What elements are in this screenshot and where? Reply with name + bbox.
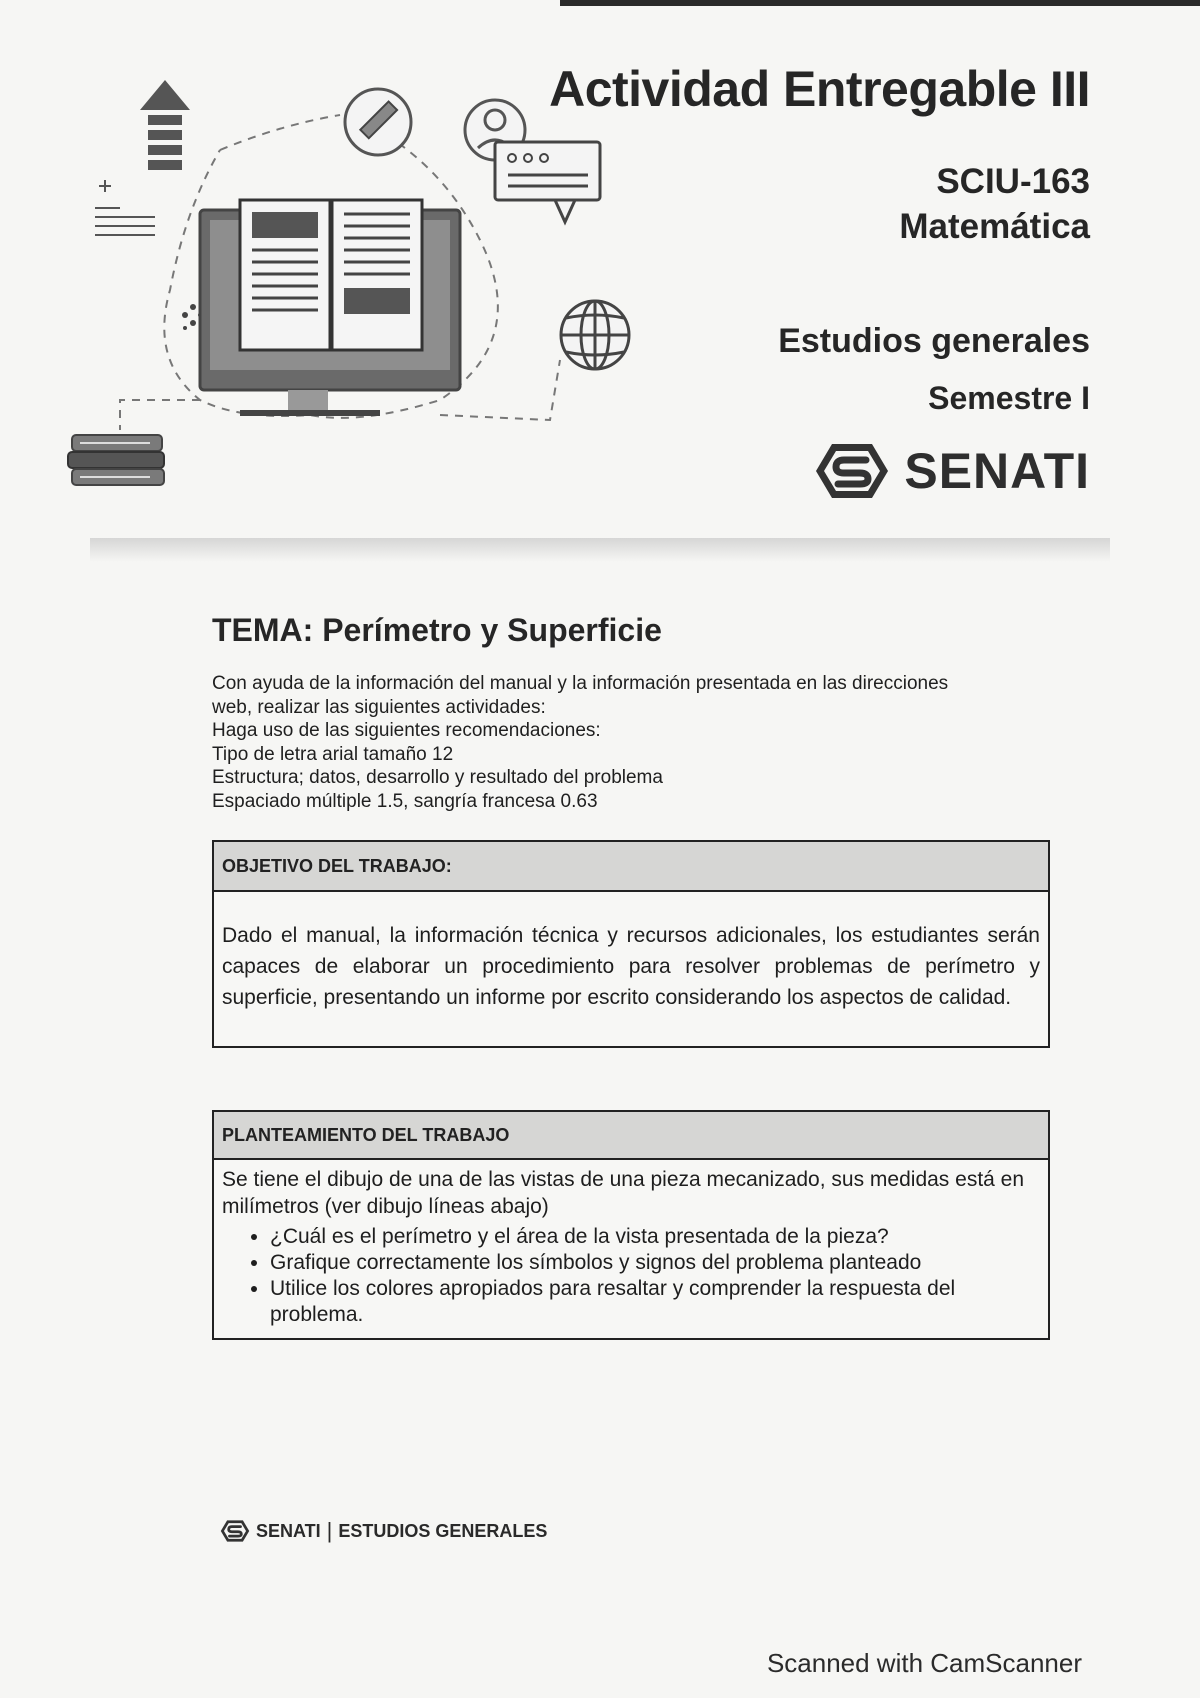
senati-mark-icon bbox=[220, 1519, 250, 1543]
task-item: • ¿Cuál es el perímetro y el área de la vista presentada de la pieza? bbox=[270, 1224, 1040, 1250]
topic-title: TEMA: Perímetro y Superficie bbox=[212, 612, 662, 648]
instruction-line: web, realizar las siguientes actividades: bbox=[212, 696, 546, 718]
footer-separator: | bbox=[326, 1518, 333, 1543]
objective-box bbox=[212, 840, 1050, 1048]
footer-label: ESTUDIOS GENERALES bbox=[338, 1520, 548, 1541]
instruction-line: Estructura; datos, desarrollo y resultado del problema bbox=[212, 767, 663, 788]
subject-name: Matemática bbox=[899, 207, 1090, 246]
semester-label: Semestre I bbox=[928, 380, 1090, 416]
instruction-line: Haga uso de las siguientes recomendaciones: bbox=[212, 720, 601, 741]
objective-heading: OBJETIVO DEL TRABAJO: bbox=[214, 842, 1048, 892]
instruction-line: Espaciado múltiple 1.5, sangría francesa 0.63 bbox=[212, 790, 598, 812]
task-list bbox=[222, 1224, 1040, 1328]
arrow-up-icon bbox=[140, 80, 190, 170]
document-title: Actividad Entregable III bbox=[549, 61, 1090, 117]
senati-logo bbox=[814, 442, 1090, 500]
globe-icon bbox=[561, 301, 629, 369]
pencil-icon bbox=[345, 89, 411, 155]
header-divider bbox=[90, 538, 1110, 562]
course-code: SCIU-163 bbox=[936, 162, 1090, 201]
page-footer bbox=[220, 1518, 547, 1544]
task-item: • Utilice los colores apropiados para resaltar y comprender la respuesta del problema. bbox=[270, 1276, 1040, 1328]
instruction-line: Con ayuda de la información del manual y la información presentada en las direcciones bbox=[212, 673, 949, 694]
statement-text: Se tiene el dibujo de una de las vistas de una pieza mecanizado, sus medidas está en milímetros (ver dibujo líneas abajo) bbox=[222, 1168, 1025, 1218]
header-illustration bbox=[60, 60, 660, 530]
objective-text: Dado el manual, la información técnica y recursos adicionales, los estudiantes serán capaces de elaborar un procedimiento para resolver problemas de perímetro y superficie, presentando un informe por escrito considerando los aspectos de calidad. bbox=[222, 924, 1040, 1009]
task-item: • Grafique correctamente los símbolos y signos del problema planteado bbox=[270, 1250, 1040, 1276]
user-chat-icon bbox=[465, 100, 600, 222]
scan-edge bbox=[560, 0, 1200, 6]
books-icon bbox=[68, 435, 164, 485]
senati-mark-icon bbox=[814, 442, 890, 500]
footer-brand: SENATI bbox=[256, 1520, 321, 1541]
monitor-book-icon bbox=[200, 200, 460, 416]
text-lines-icon bbox=[95, 180, 155, 235]
statement-heading: PLANTEAMIENTO DEL TRABAJO bbox=[214, 1112, 1048, 1160]
area-name: Estudios generales bbox=[778, 322, 1090, 360]
scanner-watermark: Scanned with CamScanner bbox=[766, 1648, 1082, 1678]
instruction-line: Tipo de letra arial tamaño 12 bbox=[212, 743, 454, 765]
brand-name: SENATI bbox=[904, 443, 1090, 499]
statement-body bbox=[214, 1160, 1048, 1328]
instructions bbox=[212, 672, 1052, 813]
statement-box bbox=[212, 1110, 1050, 1340]
